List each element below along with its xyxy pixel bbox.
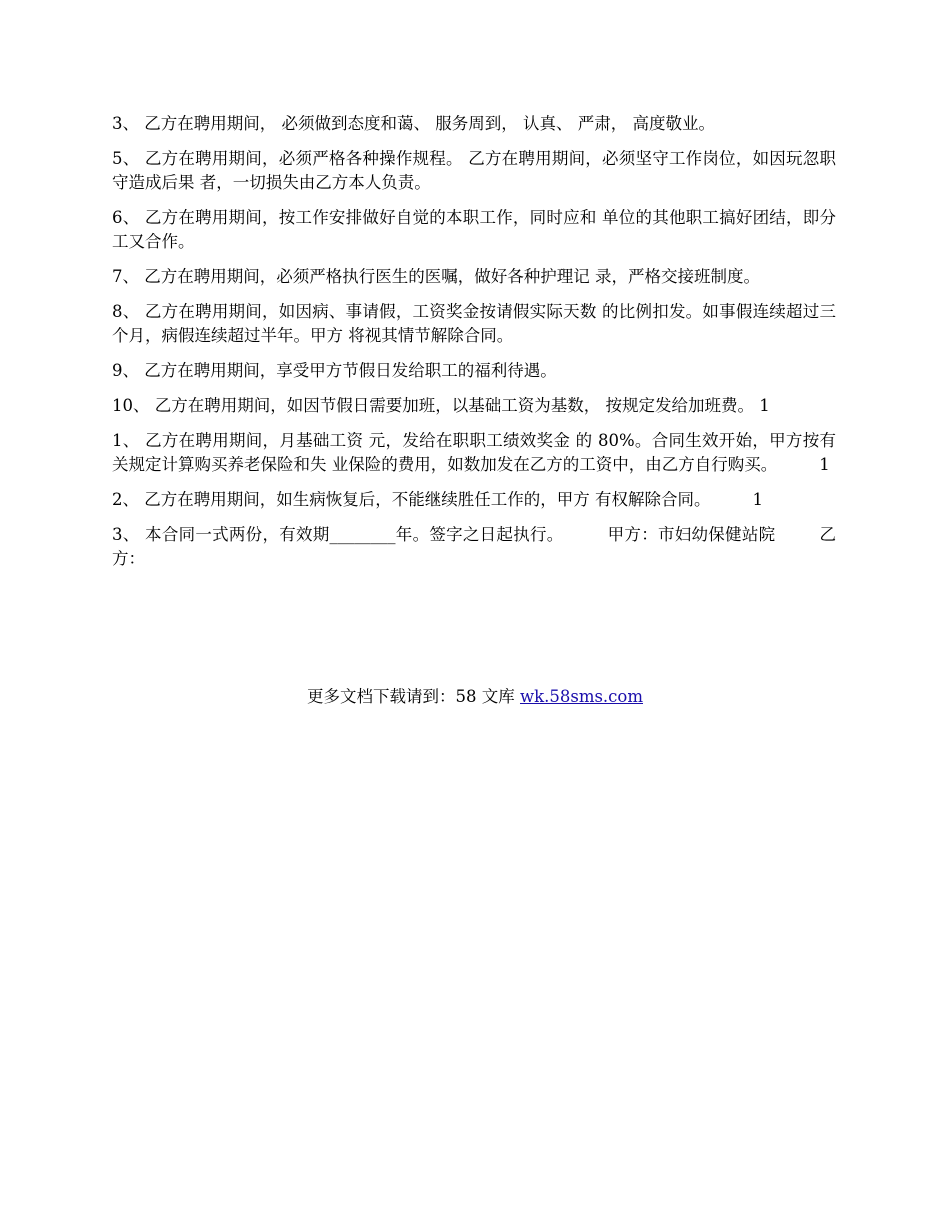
clause-5-operations: 5、 乙方在聘用期间，必须严格各种操作规程。 乙方在聘用期间，必须坚守工作岗位，如因玩忽职守造成后果 者，一切损失由乙方本人负责。: [112, 149, 836, 192]
clause-8-leave: 8、 乙方在聘用期间，如因病、事请假，工资奖金按请假实际天数 的比例扣发。如事假连续超过三个月，病假连续超过半年。甲方 将视其情节解除合同。: [112, 302, 836, 345]
clause-9-benefits: 9、 乙方在聘用期间，享受甲方节假日发给职工的福利待遇。: [112, 361, 557, 380]
clause-10-overtime: 10、 乙方在聘用期间，如因节假日需要加班，以基础工资为基数， 按规定发给加班费。 1: [112, 396, 770, 415]
clause-1-salary: 1、 乙方在聘用期间，月基础工资 元，发给在职职工绩效奖金 的 80%。合同生效开始，甲方按有关规定计算购买养老保险和失 业保险的费用，如数加发在乙方的工资中，由乙方自行购买。 1: [112, 431, 836, 474]
footer: [0, 685, 950, 709]
footer-text: 更多文档下载请到：58 文库: [306, 687, 520, 706]
footer-link[interactable]: wk.58sms.com: [519, 687, 643, 706]
clause-3-attitude: 3、 乙方在聘用期间， 必须做到态度和蔼、 服务周到， 认真、 严肃， 高度敬业。: [112, 114, 715, 133]
clause-7-orders: 7、 乙方在聘用期间，必须严格执行医生的医嘱，做好各种护理记 录，严格交接班制度。: [112, 267, 760, 286]
clause-6-duties: 6、 乙方在聘用期间，按工作安排做好自觉的本职工作，同时应和 单位的其他职工搞好团结，即分工又合作。: [112, 208, 836, 251]
clause-3-validity: 3、 本合同一式两份，有效期________年。签字之日起执行。 甲方：市妇幼保健站院 乙方：: [112, 525, 836, 568]
clause-2-termination: 2、 乙方在聘用期间，如生病恢复后，不能继续胜任工作的，甲方 有权解除合同。 1: [112, 490, 763, 509]
document-body: [112, 112, 836, 582]
